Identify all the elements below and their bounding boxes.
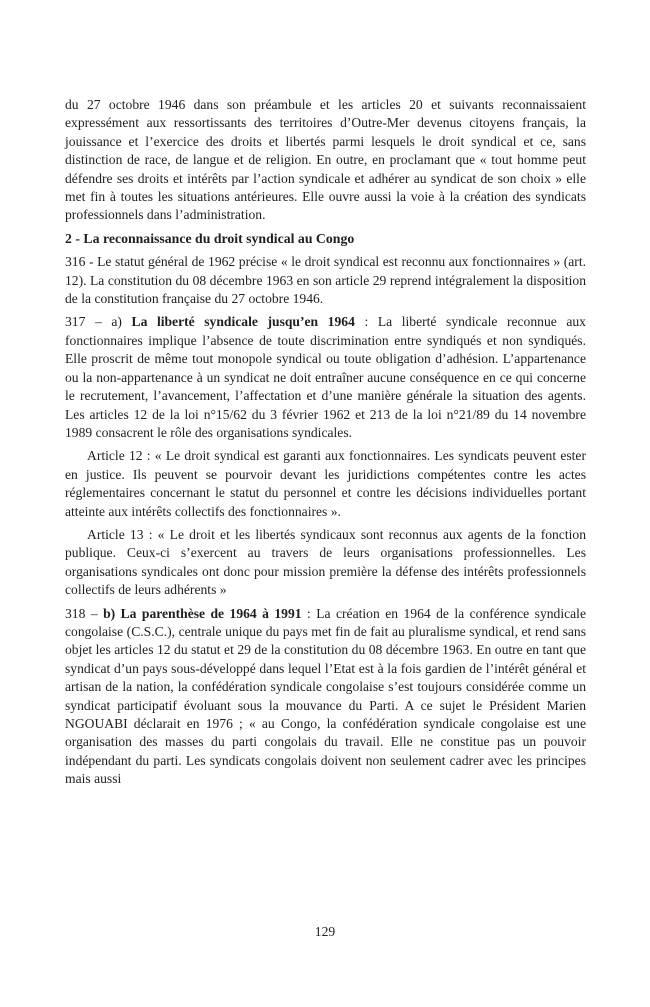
paragraph-316: 316 - Le statut général de 1962 précise « le droit syndical est reconnu aux fonctionnaires » (art. 12). La constitution du 08 décembre 1963 en son article 29 reprend intégralement la disposition de la constitution française du 27 octobre 1946. <box>65 254 586 307</box>
paragraph-318-title: b) La parenthèse de 1964 à 1991 <box>103 605 302 621</box>
paragraph-317 <box>65 313 586 442</box>
page-number: 129 <box>314 924 336 939</box>
paragraph-317-number: 317 – a) <box>65 314 132 330</box>
section-heading: 2 - La reconnaissance du droit syndical au Congo <box>65 230 355 246</box>
text-block <box>65 96 586 794</box>
paragraph-318-body: : La création en 1964 de la conférence syndicale congolaise (C.S.C.), centrale unique du pays met fin de fait au pluralisme syndical, et rend sans objet les articles 12 du statut et 29 de la constitution du 08 décembre 1963. En outre en tant que syndicat d’un pays sous-développé dans lequel l’Etat est à la fois gardien de l’intérêt général et artisan de la nation, la confédération syndicale congolaise s’est toujours considérée comme un syndicat participatif évoluant sous la mouvance du Parti. A ce sujet le Président Marien NGOUABI déclarait en 1976 ; « au Congo, la confédération syndicale congolaise est une organisation des masses du parti congolais du travail. Elle ne constitue pas un pouvoir indépendant du parti. Les syndicats congolais doivent non seulement cadrer avec les principes mais aussi <box>65 605 586 787</box>
paragraph-318 <box>65 605 586 789</box>
paragraph-article-13: Article 13 : « Le droit et les libertés syndicaux sont reconnus aux agents de la fonction publique. Ceux-ci s’exercent au travers de leurs organisations professionnelles. Les organisations syndicales ont donc pour mission première la défense des intérêts professionnels collectifs de leurs adhérents » <box>65 526 586 598</box>
paragraph-317-body: : La liberté syndicale reconnue aux fonctionnaires implique l’absence de toute discrimination entre syndiqués et non syndiqués. Elle proscrit de même tout monopole syndical ou toute obligation d’adhésion. L’appartenance ou la non-appartenance à un syndicat ne doit entraîner aucune conséquence en ce qui concerne le recrutement, l’avancement, l’affectation et d’une manière générale la situation des agents. Les articles 12 de la loi n°15/62 du 3 février 1962 et 213 de la loi n°21/89 du 14 novembre 1989 consacrent le rôle des organisations syndicales. <box>65 314 586 440</box>
paragraph-317-title: La liberté syndicale jusqu’en 1964 <box>131 314 355 330</box>
paragraph-article-12: Article 12 : « Le droit syndical est garanti aux fonctionnaires. Les syndicats peuvent ester en justice. Ils peuvent se pourvoir devant les juridictions compétentes contre les actes réglementaires concernant le statut du personnel et contre les décisions individuelles portant atteinte aux intérêts collectifs des fonctionnaires ». <box>65 448 586 519</box>
paragraph-318-number: 318 – <box>65 605 104 621</box>
paragraph-intro-continuation: du 27 octobre 1946 dans son préambule et les articles 20 et suivants reconnaissaient expressément aux ressortissants des territoires d’Outre-Mer devenus citoyens français, la jouissance et l’exercice des droits et libertés parmi lesquels le droit syndical et ce, sans distinction de race, de langue et de religion. En outre, en proclamant que « tout homme peut défendre ses droits et intérêts par l’action syndicale et adhérer au syndicat de son choix » elle met fin à toutes les situations antérieures. Elle ouvre aussi la voie à la création des syndicats professionnels dans l’administration. <box>65 97 586 223</box>
